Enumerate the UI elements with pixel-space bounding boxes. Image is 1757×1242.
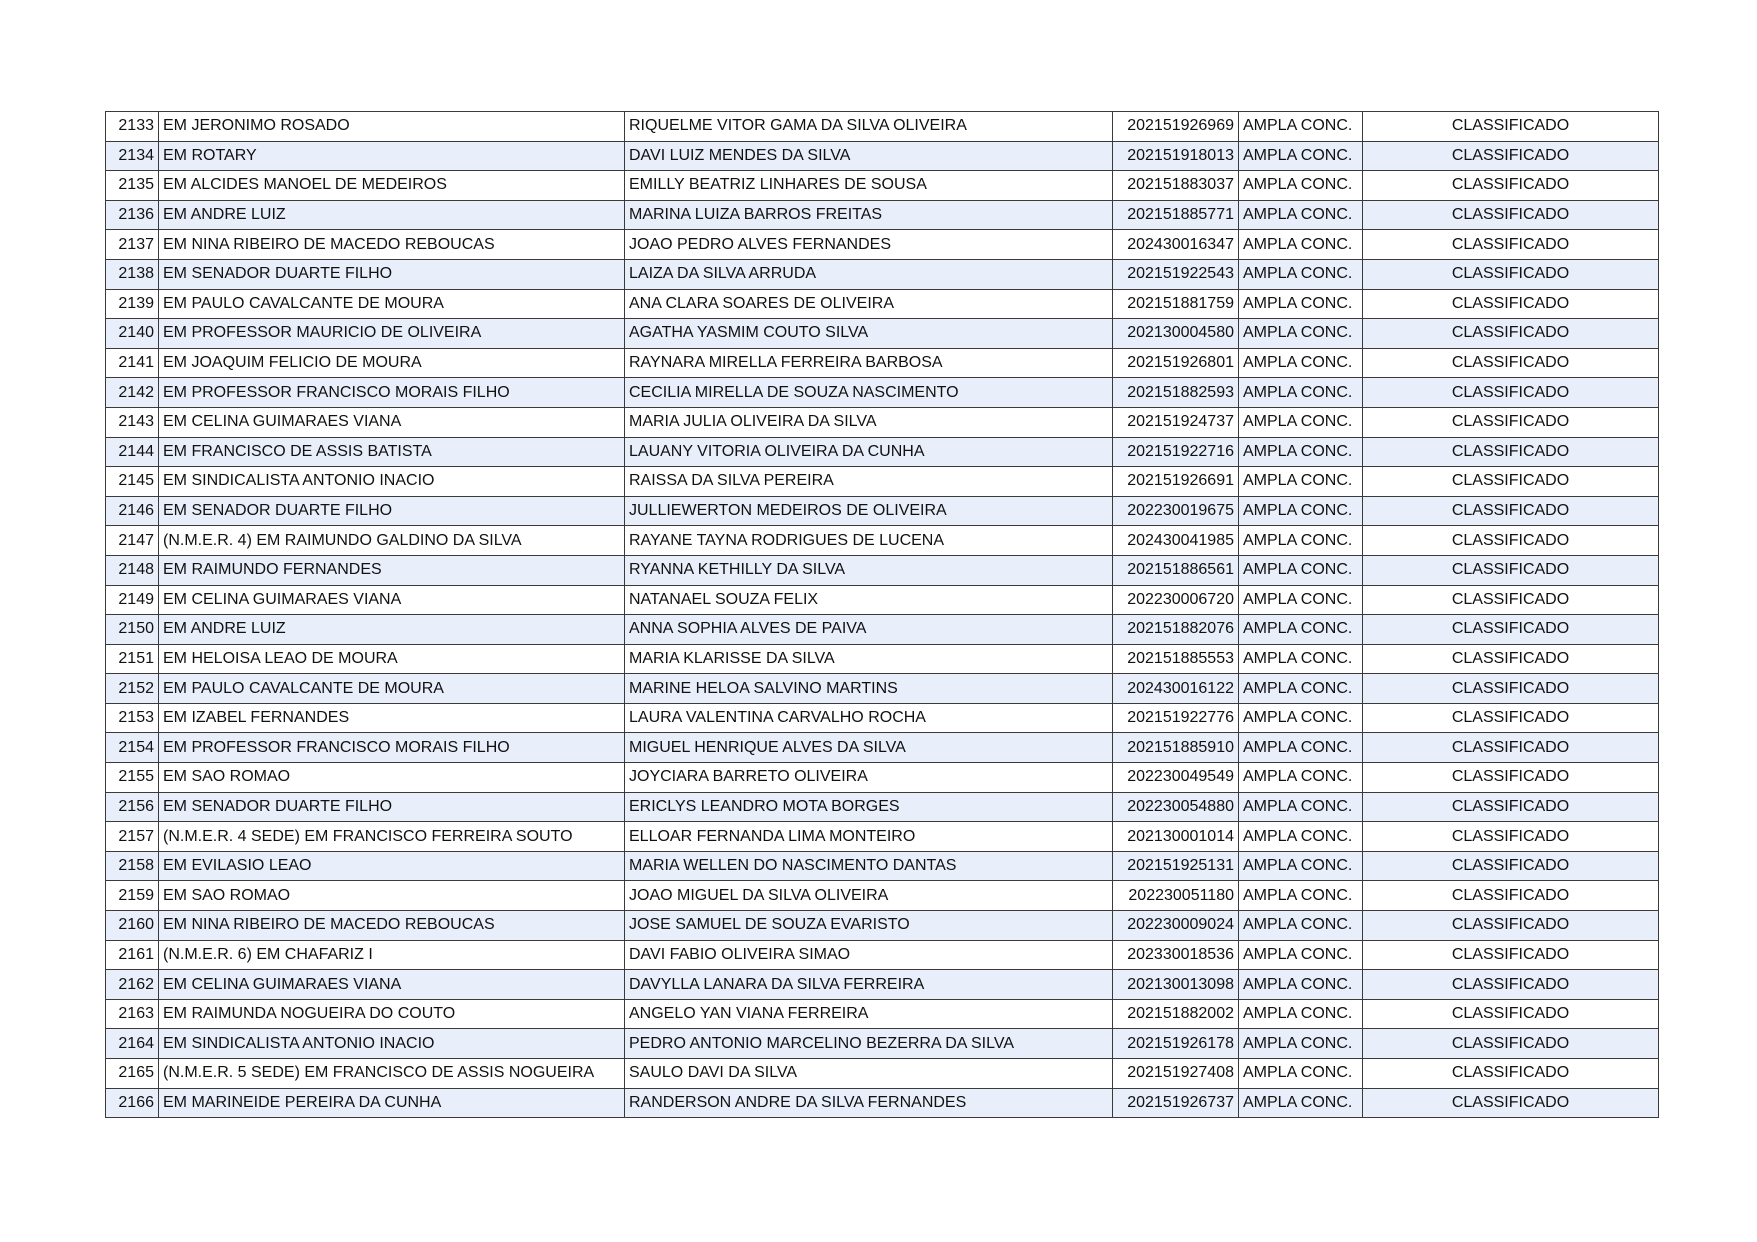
table-row [106, 230, 1659, 260]
status-cell: CLASSIFICADO [1363, 171, 1659, 201]
row-number-cell: 2157 [106, 822, 159, 852]
school-name-cell: EM PROFESSOR MAURICIO DE OLIVEIRA [159, 319, 625, 349]
row-number-cell: 2156 [106, 792, 159, 822]
school-name-cell: EM ANDRE LUIZ [159, 615, 625, 645]
table-row [106, 644, 1659, 674]
table-row [106, 763, 1659, 793]
registration-number-cell: 202151926969 [1113, 112, 1239, 142]
school-name-cell: EM HELOISA LEAO DE MOURA [159, 644, 625, 674]
status-cell: CLASSIFICADO [1363, 940, 1659, 970]
status-cell: CLASSIFICADO [1363, 822, 1659, 852]
category-cell: AMPLA CONC. [1239, 615, 1363, 645]
status-cell: CLASSIFICADO [1363, 1088, 1659, 1118]
student-name-cell: MARIA WELLEN DO NASCIMENTO DANTAS [625, 851, 1113, 881]
table-row [106, 171, 1659, 201]
student-name-cell: ANA CLARA SOARES DE OLIVEIRA [625, 289, 1113, 319]
status-cell: CLASSIFICADO [1363, 674, 1659, 704]
school-name-cell: EM CELINA GUIMARAES VIANA [159, 407, 625, 437]
row-number-cell: 2133 [106, 112, 159, 142]
category-cell: AMPLA CONC. [1239, 348, 1363, 378]
registration-number-cell: 202151882076 [1113, 615, 1239, 645]
school-name-cell: EM SINDICALISTA ANTONIO INACIO [159, 1029, 625, 1059]
category-cell: AMPLA CONC. [1239, 526, 1363, 556]
student-name-cell: MARINE HELOA SALVINO MARTINS [625, 674, 1113, 704]
row-number-cell: 2149 [106, 585, 159, 615]
school-name-cell: EM FRANCISCO DE ASSIS BATISTA [159, 437, 625, 467]
row-number-cell: 2163 [106, 999, 159, 1029]
student-name-cell: NATANAEL SOUZA FELIX [625, 585, 1113, 615]
category-cell: AMPLA CONC. [1239, 171, 1363, 201]
category-cell: AMPLA CONC. [1239, 141, 1363, 171]
student-name-cell: RAYANE TAYNA RODRIGUES DE LUCENA [625, 526, 1113, 556]
student-name-cell: LAIZA DA SILVA ARRUDA [625, 259, 1113, 289]
table-row [106, 911, 1659, 941]
student-name-cell: PEDRO ANTONIO MARCELINO BEZERRA DA SILVA [625, 1029, 1113, 1059]
table-row [106, 585, 1659, 615]
status-cell: CLASSIFICADO [1363, 763, 1659, 793]
status-cell: CLASSIFICADO [1363, 851, 1659, 881]
student-name-cell: JULLIEWERTON MEDEIROS DE OLIVEIRA [625, 496, 1113, 526]
school-name-cell: EM SINDICALISTA ANTONIO INACIO [159, 467, 625, 497]
table-row [106, 319, 1659, 349]
status-cell: CLASSIFICADO [1363, 141, 1659, 171]
registration-number-cell: 202151927408 [1113, 1059, 1239, 1089]
registration-number-cell: 202151926691 [1113, 467, 1239, 497]
table-row [106, 940, 1659, 970]
registration-number-cell: 202151926801 [1113, 348, 1239, 378]
row-number-cell: 2155 [106, 763, 159, 793]
student-name-cell: LAUANY VITORIA OLIVEIRA DA CUNHA [625, 437, 1113, 467]
category-cell: AMPLA CONC. [1239, 851, 1363, 881]
row-number-cell: 2138 [106, 259, 159, 289]
registration-number-cell: 202151886561 [1113, 555, 1239, 585]
category-cell: AMPLA CONC. [1239, 970, 1363, 1000]
school-name-cell: EM PAULO CAVALCANTE DE MOURA [159, 289, 625, 319]
table-row [106, 1088, 1659, 1118]
student-name-cell: JOSE SAMUEL DE SOUZA EVARISTO [625, 911, 1113, 941]
row-number-cell: 2152 [106, 674, 159, 704]
category-cell: AMPLA CONC. [1239, 940, 1363, 970]
status-cell: CLASSIFICADO [1363, 999, 1659, 1029]
school-name-cell: EM PROFESSOR FRANCISCO MORAIS FILHO [159, 733, 625, 763]
table-row [106, 259, 1659, 289]
school-name-cell: EM SENADOR DUARTE FILHO [159, 496, 625, 526]
category-cell: AMPLA CONC. [1239, 407, 1363, 437]
registration-number-cell: 202230006720 [1113, 585, 1239, 615]
category-cell: AMPLA CONC. [1239, 585, 1363, 615]
registration-number-cell: 202230049549 [1113, 763, 1239, 793]
student-name-cell: RAYNARA MIRELLA FERREIRA BARBOSA [625, 348, 1113, 378]
school-name-cell: EM EVILASIO LEAO [159, 851, 625, 881]
row-number-cell: 2141 [106, 348, 159, 378]
status-cell: CLASSIFICADO [1363, 496, 1659, 526]
results-table [105, 111, 1659, 1118]
registration-number-cell: 202151926737 [1113, 1088, 1239, 1118]
school-name-cell: EM PAULO CAVALCANTE DE MOURA [159, 674, 625, 704]
status-cell: CLASSIFICADO [1363, 200, 1659, 230]
table-row [106, 467, 1659, 497]
table-row [106, 1029, 1659, 1059]
status-cell: CLASSIFICADO [1363, 467, 1659, 497]
student-name-cell: ANNA SOPHIA ALVES DE PAIVA [625, 615, 1113, 645]
school-name-cell: EM SAO ROMAO [159, 763, 625, 793]
category-cell: AMPLA CONC. [1239, 674, 1363, 704]
table-row [106, 141, 1659, 171]
school-name-cell: EM ROTARY [159, 141, 625, 171]
school-name-cell: (N.M.E.R. 4) EM RAIMUNDO GALDINO DA SILVA [159, 526, 625, 556]
student-name-cell: MARIA JULIA OLIVEIRA DA SILVA [625, 407, 1113, 437]
category-cell: AMPLA CONC. [1239, 733, 1363, 763]
category-cell: AMPLA CONC. [1239, 763, 1363, 793]
table-row [106, 555, 1659, 585]
status-cell: CLASSIFICADO [1363, 644, 1659, 674]
status-cell: CLASSIFICADO [1363, 733, 1659, 763]
category-cell: AMPLA CONC. [1239, 496, 1363, 526]
status-cell: CLASSIFICADO [1363, 230, 1659, 260]
status-cell: CLASSIFICADO [1363, 970, 1659, 1000]
registration-number-cell: 202130001014 [1113, 822, 1239, 852]
row-number-cell: 2137 [106, 230, 159, 260]
category-cell: AMPLA CONC. [1239, 259, 1363, 289]
registration-number-cell: 202151882593 [1113, 378, 1239, 408]
student-name-cell: RAISSA DA SILVA PEREIRA [625, 467, 1113, 497]
row-number-cell: 2164 [106, 1029, 159, 1059]
category-cell: AMPLA CONC. [1239, 1029, 1363, 1059]
student-name-cell: SAULO DAVI DA SILVA [625, 1059, 1113, 1089]
row-number-cell: 2165 [106, 1059, 159, 1089]
status-cell: CLASSIFICADO [1363, 703, 1659, 733]
row-number-cell: 2147 [106, 526, 159, 556]
category-cell: AMPLA CONC. [1239, 911, 1363, 941]
school-name-cell: (N.M.E.R. 6) EM CHAFARIZ I [159, 940, 625, 970]
table-row [106, 851, 1659, 881]
row-number-cell: 2150 [106, 615, 159, 645]
school-name-cell: EM SENADOR DUARTE FILHO [159, 792, 625, 822]
student-name-cell: ERICLYS LEANDRO MOTA BORGES [625, 792, 1113, 822]
registration-number-cell: 202430016122 [1113, 674, 1239, 704]
student-name-cell: MIGUEL HENRIQUE ALVES DA SILVA [625, 733, 1113, 763]
school-name-cell: EM CELINA GUIMARAES VIANA [159, 970, 625, 1000]
table-row [106, 112, 1659, 142]
category-cell: AMPLA CONC. [1239, 822, 1363, 852]
student-name-cell: RYANNA KETHILLY DA SILVA [625, 555, 1113, 585]
row-number-cell: 2139 [106, 289, 159, 319]
registration-number-cell: 202230054880 [1113, 792, 1239, 822]
table-row [106, 703, 1659, 733]
status-cell: CLASSIFICADO [1363, 1059, 1659, 1089]
status-cell: CLASSIFICADO [1363, 1029, 1659, 1059]
status-cell: CLASSIFICADO [1363, 112, 1659, 142]
category-cell: AMPLA CONC. [1239, 378, 1363, 408]
row-number-cell: 2158 [106, 851, 159, 881]
table-row [106, 348, 1659, 378]
status-cell: CLASSIFICADO [1363, 881, 1659, 911]
registration-number-cell: 202151885771 [1113, 200, 1239, 230]
row-number-cell: 2145 [106, 467, 159, 497]
category-cell: AMPLA CONC. [1239, 200, 1363, 230]
status-cell: CLASSIFICADO [1363, 378, 1659, 408]
student-name-cell: JOAO PEDRO ALVES FERNANDES [625, 230, 1113, 260]
school-name-cell: EM ALCIDES MANOEL DE MEDEIROS [159, 171, 625, 201]
category-cell: AMPLA CONC. [1239, 644, 1363, 674]
category-cell: AMPLA CONC. [1239, 1059, 1363, 1089]
school-name-cell: EM NINA RIBEIRO DE MACEDO REBOUCAS [159, 230, 625, 260]
table-row [106, 1059, 1659, 1089]
school-name-cell: EM IZABEL FERNANDES [159, 703, 625, 733]
school-name-cell: (N.M.E.R. 5 SEDE) EM FRANCISCO DE ASSIS NOGUEIRA [159, 1059, 625, 1089]
table-row [106, 733, 1659, 763]
registration-number-cell: 202230051180 [1113, 881, 1239, 911]
status-cell: CLASSIFICADO [1363, 585, 1659, 615]
table-row [106, 378, 1659, 408]
status-cell: CLASSIFICADO [1363, 289, 1659, 319]
status-cell: CLASSIFICADO [1363, 319, 1659, 349]
school-name-cell: (N.M.E.R. 4 SEDE) EM FRANCISCO FERREIRA SOUTO [159, 822, 625, 852]
row-number-cell: 2144 [106, 437, 159, 467]
school-name-cell: EM CELINA GUIMARAES VIANA [159, 585, 625, 615]
school-name-cell: EM NINA RIBEIRO DE MACEDO REBOUCAS [159, 911, 625, 941]
registration-number-cell: 202430016347 [1113, 230, 1239, 260]
student-name-cell: LAURA VALENTINA CARVALHO ROCHA [625, 703, 1113, 733]
category-cell: AMPLA CONC. [1239, 319, 1363, 349]
row-number-cell: 2146 [106, 496, 159, 526]
registration-number-cell: 202151922716 [1113, 437, 1239, 467]
school-name-cell: EM SENADOR DUARTE FILHO [159, 259, 625, 289]
status-cell: CLASSIFICADO [1363, 911, 1659, 941]
student-name-cell: AGATHA YASMIM COUTO SILVA [625, 319, 1113, 349]
category-cell: AMPLA CONC. [1239, 792, 1363, 822]
school-name-cell: EM JOAQUIM FELICIO DE MOURA [159, 348, 625, 378]
row-number-cell: 2148 [106, 555, 159, 585]
student-name-cell: RIQUELME VITOR GAMA DA SILVA OLIVEIRA [625, 112, 1113, 142]
table-row [106, 674, 1659, 704]
status-cell: CLASSIFICADO [1363, 348, 1659, 378]
row-number-cell: 2162 [106, 970, 159, 1000]
school-name-cell: EM PROFESSOR FRANCISCO MORAIS FILHO [159, 378, 625, 408]
category-cell: AMPLA CONC. [1239, 555, 1363, 585]
row-number-cell: 2153 [106, 703, 159, 733]
status-cell: CLASSIFICADO [1363, 407, 1659, 437]
registration-number-cell: 202130004580 [1113, 319, 1239, 349]
results-table-body [106, 112, 1659, 1118]
student-name-cell: JOAO MIGUEL DA SILVA OLIVEIRA [625, 881, 1113, 911]
school-name-cell: EM ANDRE LUIZ [159, 200, 625, 230]
registration-number-cell: 202151924737 [1113, 407, 1239, 437]
student-name-cell: MARINA LUIZA BARROS FREITAS [625, 200, 1113, 230]
category-cell: AMPLA CONC. [1239, 703, 1363, 733]
category-cell: AMPLA CONC. [1239, 112, 1363, 142]
category-cell: AMPLA CONC. [1239, 289, 1363, 319]
registration-number-cell: 202230009024 [1113, 911, 1239, 941]
table-row [106, 289, 1659, 319]
school-name-cell: EM JERONIMO ROSADO [159, 112, 625, 142]
student-name-cell: ELLOAR FERNANDA LIMA MONTEIRO [625, 822, 1113, 852]
status-cell: CLASSIFICADO [1363, 437, 1659, 467]
student-name-cell: DAVI FABIO OLIVEIRA SIMAO [625, 940, 1113, 970]
registration-number-cell: 202130013098 [1113, 970, 1239, 1000]
registration-number-cell: 202330018536 [1113, 940, 1239, 970]
table-row [106, 881, 1659, 911]
school-name-cell: EM RAIMUNDO FERNANDES [159, 555, 625, 585]
row-number-cell: 2140 [106, 319, 159, 349]
student-name-cell: ANGELO YAN VIANA FERREIRA [625, 999, 1113, 1029]
registration-number-cell: 202151881759 [1113, 289, 1239, 319]
registration-number-cell: 202230019675 [1113, 496, 1239, 526]
status-cell: CLASSIFICADO [1363, 259, 1659, 289]
table-row [106, 970, 1659, 1000]
table-row [106, 496, 1659, 526]
student-name-cell: DAVYLLA LANARA DA SILVA FERREIRA [625, 970, 1113, 1000]
student-name-cell: RANDERSON ANDRE DA SILVA FERNANDES [625, 1088, 1113, 1118]
registration-number-cell: 202151883037 [1113, 171, 1239, 201]
registration-number-cell: 202151922543 [1113, 259, 1239, 289]
row-number-cell: 2160 [106, 911, 159, 941]
row-number-cell: 2151 [106, 644, 159, 674]
status-cell: CLASSIFICADO [1363, 555, 1659, 585]
category-cell: AMPLA CONC. [1239, 881, 1363, 911]
status-cell: CLASSIFICADO [1363, 792, 1659, 822]
student-name-cell: DAVI LUIZ MENDES DA SILVA [625, 141, 1113, 171]
category-cell: AMPLA CONC. [1239, 1088, 1363, 1118]
school-name-cell: EM RAIMUNDA NOGUEIRA DO COUTO [159, 999, 625, 1029]
category-cell: AMPLA CONC. [1239, 467, 1363, 497]
table-row [106, 999, 1659, 1029]
status-cell: CLASSIFICADO [1363, 526, 1659, 556]
table-row [106, 407, 1659, 437]
row-number-cell: 2142 [106, 378, 159, 408]
registration-number-cell: 202151885910 [1113, 733, 1239, 763]
student-name-cell: EMILLY BEATRIZ LINHARES DE SOUSA [625, 171, 1113, 201]
category-cell: AMPLA CONC. [1239, 999, 1363, 1029]
row-number-cell: 2166 [106, 1088, 159, 1118]
table-row [106, 792, 1659, 822]
student-name-cell: MARIA KLARISSE DA SILVA [625, 644, 1113, 674]
registration-number-cell: 202151925131 [1113, 851, 1239, 881]
school-name-cell: EM MARINEIDE PEREIRA DA CUNHA [159, 1088, 625, 1118]
registration-number-cell: 202151922776 [1113, 703, 1239, 733]
registration-number-cell: 202151882002 [1113, 999, 1239, 1029]
row-number-cell: 2135 [106, 171, 159, 201]
registration-number-cell: 202151918013 [1113, 141, 1239, 171]
table-row [106, 822, 1659, 852]
row-number-cell: 2143 [106, 407, 159, 437]
table-row [106, 526, 1659, 556]
category-cell: AMPLA CONC. [1239, 437, 1363, 467]
row-number-cell: 2136 [106, 200, 159, 230]
registration-number-cell: 202151885553 [1113, 644, 1239, 674]
student-name-cell: JOYCIARA BARRETO OLIVEIRA [625, 763, 1113, 793]
category-cell: AMPLA CONC. [1239, 230, 1363, 260]
table-row [106, 200, 1659, 230]
table-row [106, 615, 1659, 645]
row-number-cell: 2161 [106, 940, 159, 970]
status-cell: CLASSIFICADO [1363, 615, 1659, 645]
student-name-cell: CECILIA MIRELLA DE SOUZA NASCIMENTO [625, 378, 1113, 408]
registration-number-cell: 202151926178 [1113, 1029, 1239, 1059]
row-number-cell: 2154 [106, 733, 159, 763]
registration-number-cell: 202430041985 [1113, 526, 1239, 556]
school-name-cell: EM SAO ROMAO [159, 881, 625, 911]
row-number-cell: 2159 [106, 881, 159, 911]
table-row [106, 437, 1659, 467]
row-number-cell: 2134 [106, 141, 159, 171]
